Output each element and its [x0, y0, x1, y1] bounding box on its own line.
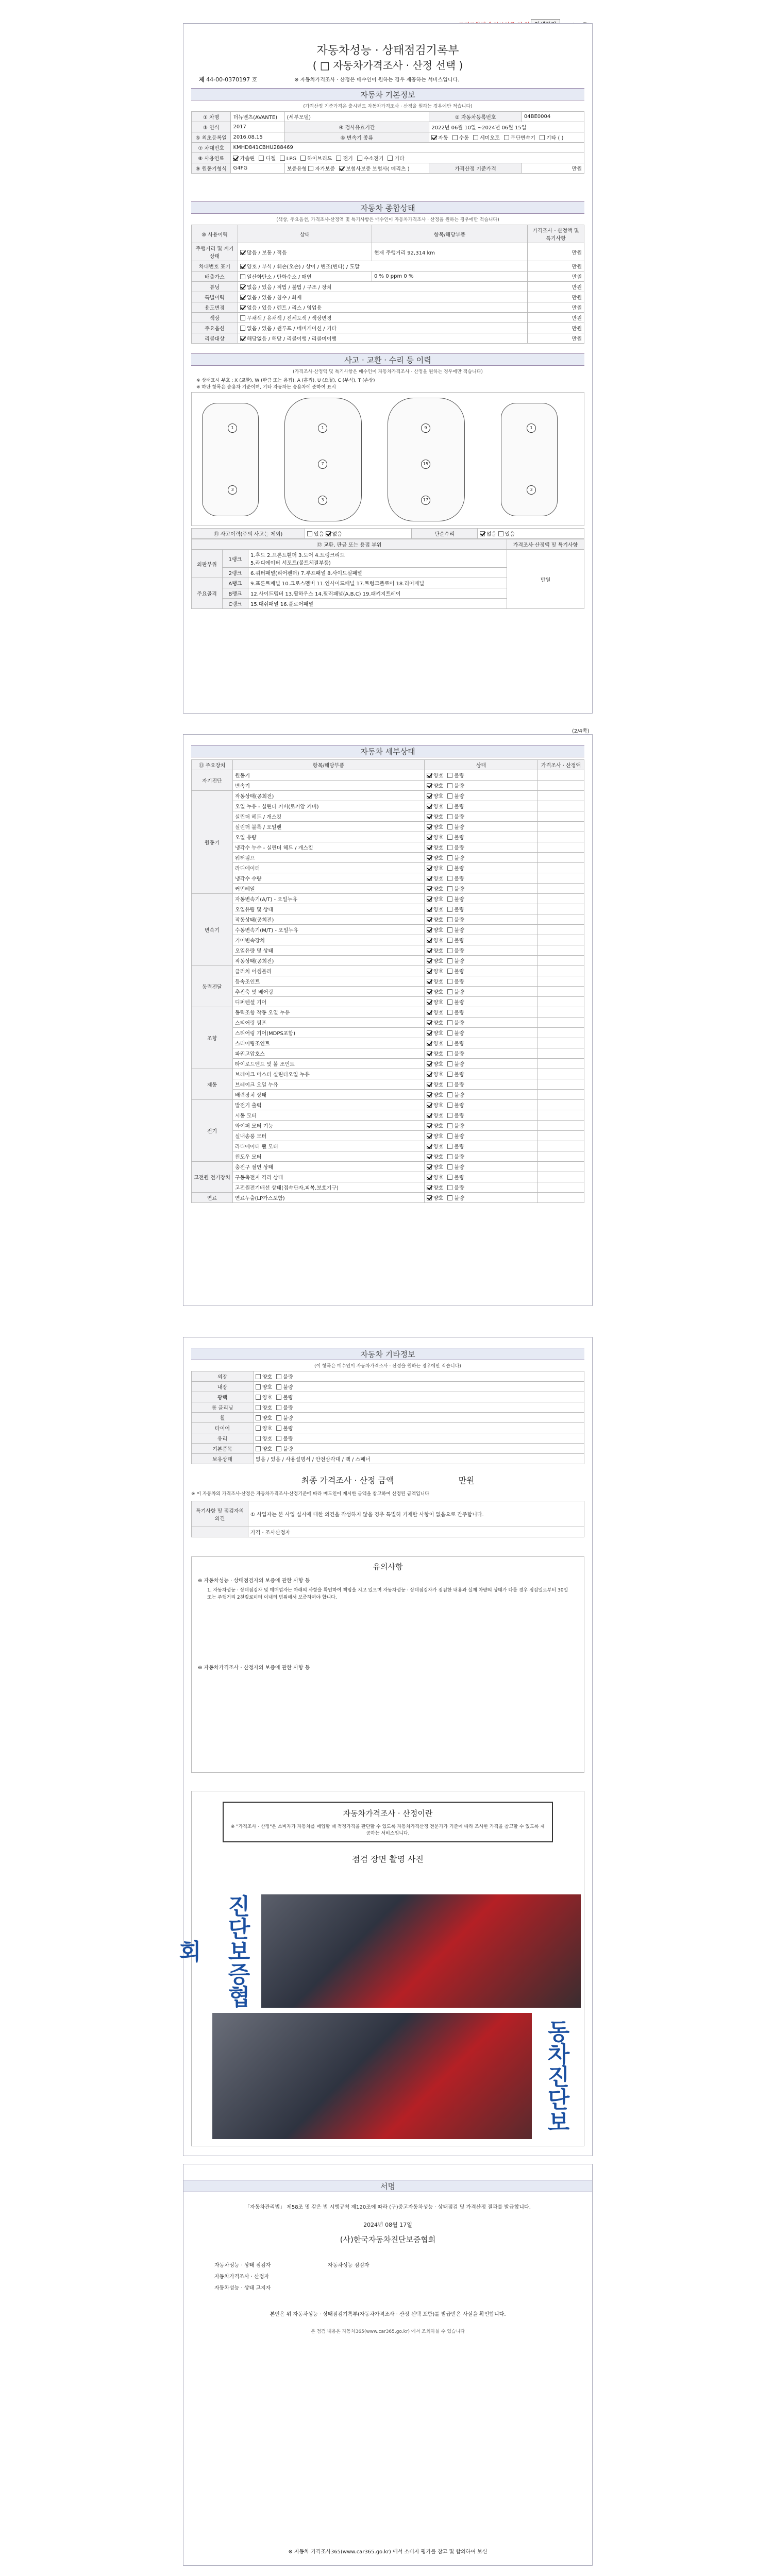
table-row: 파워고압호스 양호 불량 — [192, 1048, 584, 1059]
table-row: 변속기 자동변속기(A/T) - 오일누유 양호 불량 — [192, 894, 584, 904]
table-row: 실린더 헤드 / 개스킷 양호 불량 — [192, 811, 584, 822]
table-row: 스티어링 기어(MDPS포함) 양호 불량 — [192, 1028, 584, 1038]
notice-body: 1. 자동차성능 · 상태점검자 및 매매업자는 아래의 사항을 확인하여 책임을 지고 있으며 자동차성능 · 상태점검자가 점검한 내용과 실제 차량의 상태가 다를 경우 점검일로부터 30일 또는 주행거리 2천킬로미터 이내의 범위에서 보증하여야 합니다. — [207, 1588, 568, 1600]
accident-table: ⑪ 사고이력(주의 사고는 제외) 있음 없음 단순수리 없음 있음 — [191, 528, 584, 539]
other-table: 외장 양호 불량 내장 양호 불량 광택 양호 불량 룸 클리닝 양호 불량 휠 양호 불량 타이어 양호 불량 유리 양호 불량 기본품목 양호 불량 보유상태 없음 / 있음 / 사용설명서 / 안전삼각대 / 잭 / 스패너 — [191, 1371, 584, 1464]
table-row: 리콜대상 해당없음 / 해당 / 리콜이행 / 리콜미이행 만원 — [192, 333, 584, 344]
estimate-title: 최종 가격조사 · 산정 금액 — [301, 1476, 394, 1485]
table-row: 스티어링조인트 양호 불량 — [192, 1038, 584, 1048]
brand-title: 자동차가격조사 · 산정이란 — [343, 1809, 433, 1818]
table-row: 휠 양호 불량 — [192, 1413, 584, 1423]
overall-section — [191, 201, 584, 344]
table-row: 라디에이터 팬 모터 양호 불량 — [192, 1141, 584, 1151]
table-row: 타이어 양호 불량 — [192, 1423, 584, 1433]
table-row: 차대번호 표기 양호 / 부식 / 훼손(오손) / 상이 / 변조(변타) / 도말 만원 — [192, 261, 584, 272]
basic-note: (가격산정 기준가격은 출시년도 자동차가격조사 · 산정을 원하는 경우에만 적습니다) — [303, 104, 473, 109]
table-row: 수동변속기(M/T) - 오일누유 양호 불량 — [192, 925, 584, 935]
accident-note: (가격조사·산정액 및 특기사항은 매수인이 자동차가격조사 · 산정을 원하는 경우에만 적습니다) — [293, 369, 483, 375]
table-row: 원동기 작동상태(공회전) 양호 불량 — [192, 791, 584, 801]
doc-title: 자동차성능 · 상태점검기록부 — [316, 44, 459, 57]
estimate-table: 특기사항 및 점검자의 의견 ① 사업자는 본 사업 실시에 대한 의견을 작성하지 않을 경우 특별히 기재할 사항이 없음으로 간주합니다. 가격 · 조사산정자 — [191, 1501, 584, 1537]
table-row: 광택 양호 불량 — [192, 1392, 584, 1402]
exchange-table: ⑫ 교환, 판금 또는 용접 부위 가격조사·산정액 및 특기사항 외판부위 1랭크 1.후드 2.프론트휀더 3.도어 4.트렁크리드 5.라디에이터 서포트(볼트체결부품) 만원 2랭크 6.쿼터패널(리어펜더) 7.루프패널 8.사이드실패널 주요골격 A랭크 9.프론트패널 10.크로스멤버 11.인사이드패널 17.트렁크플로어 18.리어패널 B랭크 12.사이드멤버 13.휠하우스 14.필러패널(A,B,C) 19.패키지트레이 C랭크 15.대쉬패널 16.플로어패널 — [191, 539, 584, 609]
table-row: 작동상태(공회전) 양호 불량 — [192, 914, 584, 925]
inspection-photo-1: 진단보증협회 — [212, 1894, 581, 2008]
table-row: 룸 클리닝 양호 불량 — [192, 1402, 584, 1413]
table-row: 오일유량 및 상태 양호 불량 — [192, 945, 584, 956]
table-row: 기어변속장치 양호 불량 — [192, 935, 584, 945]
table-row: 주행거리 및 계기상태 많음 / 보통 / 적음 현재 주행거리 92,314 km 만원 — [192, 243, 584, 261]
table-row: 특별이력 없음 / 있음 / 침수 / 화재 만원 — [192, 292, 584, 302]
table-row: 오일 유량 양호 불량 — [192, 832, 584, 842]
table-row: 배력장치 상태 양호 불량 — [192, 1090, 584, 1100]
estimate-section — [191, 1474, 584, 1537]
table-row: 윈도우 모터 양호 불량 — [192, 1151, 584, 1162]
detail-table: ⑬ 주요장치 항목/해당부품 상태 가격조사 · 산정액 자기진단 원동기 양호 불량 변속기 양호 불량 원동기 작동상태(공회전) 양호 불량 오일 누유 - 실린더 커버(로커암 커버) 양호 불량 실린더 헤드 / 개스킷 양호 불량 실린더 블록 / 오일팬 양호 불량 오일 유량 양호 불량 냉각수 누수 - 실린더 헤드 / 개스킷 양호 불량 워터펌프 양호 불량 라디에이터 양호 불량 냉각수 수량 양호 불량 커먼레일 양호 불량 변속기 자동변속기(A/T) - 오일누유 양호 불량 오일유량 및 상태 양호 불량 작동상태(공회전) 양호 불량 수동변속기(M/T) - 오일누유 양호 불량 기어변속장치 양호 불량 오일유량 및 상태 양호 불량 작동상태(공회전) 양호 불량 동력전달 클러치 어셈블리 양호 불량 등속조인트 양호 불량 추진축 및 베어링 양호 불량 디퍼렌셜 기어 양호 불량 조향 동력조향 작동 오일 누유 양호 불량 스티어링 펌프 양호 불량 스티어링 기어(MDPS포함) 양호 불량 스티어링조인트 양호 불량 파워고압호스 양호 불량 타이로드엔드 및 볼 조인트 양호 불량 제동 브레이크 마스터 실린더오일 누유 양호 불량 브레이크 오일 누유 양호 불량 배력장치 상태 양호 불량 전기 발전기 출력 양호 불량 시동 모터 양호 불량 와이퍼 모터 기능 양호 불량 실내송풍 모터 양호 불량 라디에이터 팬 모터 양호 불량 윈도우 모터 양호 불량 고전원 전기장치 충전구 절연 상태 양호 불량 구동축전지 격리 상태 양호 불량 고전원전기배선 상태(접속단자,피복,보호기구) 양호 불량 연료 연료누출(LP가스포함) 양호 불량 — [191, 759, 584, 1203]
inspection-photo-2: 동차진단보 — [212, 2013, 581, 2139]
page-indicator-2: (2/4쪽) — [572, 728, 590, 734]
table-row: 커먼레일 양호 불량 — [192, 884, 584, 894]
overall-table: ⑩ 사용이력 상태 항목/해당부품 가격조사 · 산정액 및 특기사항 주행거리 및 계기상태 많음 / 보통 / 적음 현재 주행거리 92,314 km 만원 차대번호 표기 양호 / 부식 / 훼손(오손) / 상이 / 변조(변타) / 도말 만원 배출가스 일산화탄소 / 탄화수소 / 매연 0 % 0 ppm 0 % 만원 튜닝 없음 / 있음 / 적법 / 불법 / 구조 / 장치 만원 특별이력 없음 / 있음 / 침수 / 화재 만원 용도변경 없음 / 있음 / 렌트 / 리스 / 영업용 만원 색상 무채색 / 유채색 / 전체도색 / 색상변경 만원 주요옵션 없음 / 있음 / 썬루프 / 네비게이션 / 기타 만원 리콜대상 해당없음 / 해당 / 리콜이행 / 리콜미이행 만원 — [191, 225, 584, 344]
table-row: 외장 양호 불량 — [192, 1371, 584, 1382]
table-row: 배출가스 일산화탄소 / 탄화수소 / 매연 0 % 0 ppm 0 % 만원 — [192, 272, 584, 282]
sign-org: (사)한국자동차진단보증협회 — [340, 2235, 436, 2244]
table-row: 주요옵션 없음 / 있음 / 썬루프 / 네비게이션 / 기타 만원 — [192, 323, 584, 333]
doc-notice: ※ 자동차가격조사 · 산정은 매수인이 원하는 경우 제공하는 서비스입니다. — [294, 77, 460, 83]
overall-note: (색상, 주요옵션, 가격조사·산정액 및 특기사항은 매수인이 자동차가격조사 · 산정을 원하는 경우에만 적습니다) — [276, 217, 499, 223]
page-2 — [183, 734, 593, 1306]
sign-title: 서명 — [183, 2180, 592, 2192]
table-row: 전기 발전기 출력 양호 불량 — [192, 1100, 584, 1110]
accident-title: 사고 · 교환 · 수리 등 이력 — [191, 353, 584, 366]
basic-section — [191, 88, 584, 174]
brand-body: ※ "가격조사 · 산정"은 소비자가 자동차를 매입할 때 적정가격을 판단할 수 있도록 자동차가격산정 전문가가 기준에 따라 조사한 가격을 참고할 수 있도록 제공하는 서비스입니다. — [230, 1824, 545, 1836]
table-row: 용도변경 없음 / 있음 / 렌트 / 리스 / 영업용 만원 — [192, 302, 584, 313]
notice-head-2: ※ 자동차가격조사 · 산정자의 보증에 관한 사항 등 — [198, 1665, 310, 1671]
table-row: 내장 양호 불량 — [192, 1382, 584, 1392]
table-row: 디퍼렌셜 기어 양호 불량 — [192, 997, 584, 1007]
table-row: 냉각수 수량 양호 불량 — [192, 873, 584, 884]
detail-section — [191, 745, 584, 1203]
accident-legend: ※ 상태표시 부호 : X (교환), W (판금 또는 용접), A (흠집), U (요철), C (부식), T (손상) — [196, 378, 375, 383]
table-row: 고전원전기배선 상태(접속단자,피복,보호기구) 양호 불량 — [192, 1182, 584, 1193]
table-row: 실내송풍 모터 양호 불량 — [192, 1131, 584, 1141]
table-row: 스티어링 펌프 양호 불량 — [192, 1018, 584, 1028]
basic-title: 자동차 기본정보 — [191, 88, 584, 100]
table-row: 워터펌프 양호 불량 — [192, 853, 584, 863]
table-row: 기본품목 양호 불량 — [192, 1444, 584, 1454]
overall-title: 자동차 종합상태 — [191, 201, 584, 214]
table-row: 라디에이터 양호 불량 — [192, 863, 584, 873]
table-row: 제동 브레이크 마스터 실린더오일 누유 양호 불량 — [192, 1069, 584, 1079]
car-diagram: 1 3 1 7 3 9 15 17 1 3 — [191, 392, 584, 526]
table-row: 와이퍼 모터 기능 양호 불량 — [192, 1121, 584, 1131]
basic-table: ① 차명 더뉴벤츠(AVANTE) (세부모델) ② 자동차등록번호 04BE0004 ③ 연식 2017 ④ 검사유효기간 2022년 06월 10일 ~2024년 06월 15일 ⑤ 최초등록일 2016.08.15 ⑥ 변속기 종류 자동 수동 세미오토 무단변속기 기타 ( ) ⑦ 차대번호 KMHD841CBHU288469 ⑧ 사용연료 가솔린 디젤 LPG 하이브리드 전기 수소전기 기타 ⑨ 원동기형식 G4FG 보증유형 자가보증 보험사보증 보험사( 메리츠 ) 가격산정 기준가격 만원 — [191, 111, 584, 174]
table-row: 등속조인트 양호 불량 — [192, 976, 584, 987]
page-1 — [183, 23, 593, 714]
notice-section — [191, 1556, 584, 1773]
photo-title: 점검 장면 촬영 사진 — [352, 1854, 424, 1864]
table-row: 작동상태(공회전) 양호 불량 — [192, 956, 584, 966]
table-row: 고전원 전기장치 충전구 절연 상태 양호 불량 — [192, 1162, 584, 1172]
accident-legend-2: ※ 하단 항목은 승용차 기준이며, 기타 자동차는 승용차에 준하여 표시 — [196, 385, 336, 390]
table-row: 자기진단 원동기 양호 불량 — [192, 770, 584, 781]
table-row: 연료 연료누출(LP가스포함) 양호 불량 — [192, 1193, 584, 1203]
table-row: 추진축 및 베어링 양호 불량 — [192, 987, 584, 997]
sign-page — [183, 2164, 593, 2566]
other-section — [191, 1348, 584, 1464]
other-title: 자동차 기타정보 — [191, 1348, 584, 1360]
table-row: 오일유량 및 상태 양호 불량 — [192, 904, 584, 914]
table-row: 유리 양호 불량 — [192, 1433, 584, 1444]
estimate-amount: 만원 — [458, 1476, 475, 1485]
accident-section — [191, 353, 584, 609]
sign-foot: 본인은 위 자동차성능 · 상태점검기록부(자동차가격조사 · 산정 선택 포함)를 발급받은 사실을 확인합니다. — [270, 2312, 506, 2317]
page-3 — [175, 1337, 593, 2156]
table-row: 브레이크 오일 누유 양호 불량 — [192, 1079, 584, 1090]
photo-section — [175, 1791, 584, 2146]
table-row: 실린더 블록 / 오일팬 양호 불량 — [192, 822, 584, 832]
brand-box — [223, 1802, 553, 1842]
notice-head-1: ※ 자동차성능 · 상태점검자의 보증에 관한 사항 등 — [198, 1578, 310, 1584]
sign-foot-2: 본 점검 내용은 자동차365(www.car365.go.kr) 에서 조회하실 수 있습니다 — [310, 2329, 465, 2334]
sign-date: 2024년 08월 17일 — [363, 2222, 412, 2228]
notice-title: 유의사항 — [373, 1562, 403, 1571]
bottom-note: ※ 자동차 가격조사365(www.car365.go.kr) 에서 소비자 평가를 참고 및 합의하여 보신 — [288, 2549, 488, 2555]
table-row: 시동 모터 양호 불량 — [192, 1110, 584, 1121]
table-row: 튜닝 없음 / 있음 / 적법 / 불법 / 구조 / 장치 만원 — [192, 282, 584, 292]
table-row: 색상 무채색 / 유채색 / 전체도색 / 색상변경 만원 — [192, 313, 584, 323]
other-note: (이 항목은 매수인이 자동차가격조사 · 산정을 원하는 경우에만 적습니다) — [314, 1364, 461, 1369]
table-row: 조향 동력조향 작동 오일 누유 양호 불량 — [192, 1007, 584, 1018]
table-row: 구동축전지 격리 상태 양호 불량 — [192, 1172, 584, 1182]
table-row: 타이로드엔드 및 볼 조인트 양호 불량 — [192, 1059, 584, 1069]
sign-body: 「자동차관리법」 제58조 및 같은 법 시행규칙 제120조에 따라 (구)중고자동차성능 · 상태점검 및 가격산정 결과를 발급합니다. — [245, 2205, 531, 2210]
table-row: 동력전달 클러치 어셈블리 양호 불량 — [192, 966, 584, 976]
doc-number: 제 44-00-0370197 호 — [199, 76, 258, 83]
signatories: 자동차성능 · 상태 점검자 자동차성능 점검자 자동차가격조사 · 산정자 자동차성능 · 상태 고지자 — [214, 2263, 369, 2291]
table-row: 변속기 양호 불량 — [192, 781, 584, 791]
doc-subtitle: ( □ 자동차가격조사 · 산정 선택 ) — [312, 59, 463, 72]
table-row: 냉각수 누수 - 실린더 헤드 / 개스킷 양호 불량 — [192, 842, 584, 853]
detail-title: 자동차 세부상태 — [191, 745, 584, 757]
table-row: 오일 누유 - 실린더 커버(로커암 커버) 양호 불량 — [192, 801, 584, 811]
estimate-note: ※ 이 자동차의 가격조사·산정은 자동차가격조사·산정기준에 따라 매도인이 제시한 금액을 참고하여 산정된 금액입니다 — [191, 1492, 430, 1497]
